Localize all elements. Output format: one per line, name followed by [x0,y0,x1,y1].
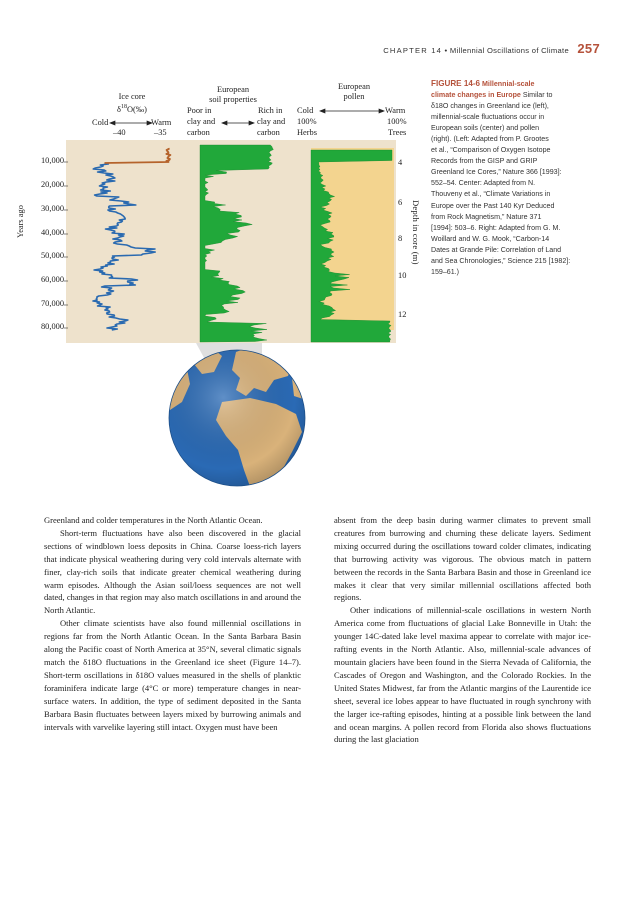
caption-line: European soils (center) and pollen [431,124,540,133]
caption-line: Dates at Grande Pile: Correlation of Land [431,245,562,254]
caption-line: Woillard and W. G. Mook, “Carbon-14 [431,234,550,243]
ice-tick-left: –40 [113,128,126,137]
chapter-label: CHAPTER 14 [383,46,443,55]
caption-line: Europe over the Past 140 Kyr Deduced [431,201,555,210]
body-column-right [334,514,591,746]
body-column-left [44,514,301,733]
y-tick: 30,000 [40,204,64,213]
caption-line: from Rock Magnetism,” Nature 371 [431,212,542,221]
page-number: 257 [577,41,600,56]
y-tick: 40,000 [40,228,64,237]
chapter-title: Millennial Oscillations of Climate [449,46,569,55]
soil-right-c: carbon [257,128,280,137]
caption-line: et al., “Comparison of Oxygen Isotope [431,146,551,155]
soil-title-line1: European [216,85,250,94]
ice-cold-label: Cold [92,118,109,127]
ice-warm-label: Warm [151,118,172,127]
caption-line: Thouveny et al., “Climate Variations in [431,190,551,199]
soil-title-line2: soil properties [209,95,257,105]
pollen-title-line2: pollen [343,92,365,102]
body-paragraph: Other indications of millennial-scale oscillations in western North America come from fluctuations of glacial Lake Bonneville in Utah: the younger 14C-dated lake level maxima appear to correlate with major ice-rafting events in the North Atlantic. Also, millennial-scale advances of mountain glaciers have been found in the Sierra Nevada of California, the Cascades of Oregon and Washington, and the Colorado Rockies. In the United States Midwest, far from the Atlantic margins of the Laurentide ice sheet, several ice lobes appear to have fluctuated in rough synchrony with the larger ice-rafting episodes, hinting at a possible link between the land and ocean margins. A pollen record from Florida also shows fluctuations during the last glaciation [334,605,591,745]
caption-line: and Sea Chronologies,” Science 215 [1982]: [431,256,571,265]
ice-tick-right: –35 [154,128,167,137]
caption-title-part1: Millennial-scale [482,80,535,88]
pollen-left-label: Herbs [297,128,318,137]
pollen-right-pct: 100% [387,117,407,126]
depth-axis-title: Depth in core (m) [411,200,421,265]
caption-line: Greenland Ice Cores,” Nature 366 [1993]: [431,168,562,177]
soil-left-a: Poor in [187,106,212,115]
pollen-right-label: Trees [388,128,407,137]
pollen-title [326,82,382,103]
y-tick: 80,000 [40,322,64,331]
ice-core-title-line1: Ice core [118,92,146,101]
globe [165,340,306,492]
body-paragraph: Short-term fluctuations have also been discovered in the glacial sections of windblown loess deposits in China. Coarse loess-rich layers that indicate physical weathering during very cold intervals alternate with finer, clay-rich soils that indicate greater chemical weathering during warm episodes. Although the Asian soil/loess sequences are not well dated, changes in that region may also match oscillations in and around the North Atlantic. [44,527,301,616]
caption-title-part2: climate changes in Europe [431,91,521,100]
y-tick: 70,000 [40,299,64,308]
soil-right-a: Rich in [258,106,283,115]
pollen-left-pct: 100% [297,117,317,126]
body-paragraph: Greenland and colder temperatures in the North Atlantic Ocean. [44,515,263,525]
soil-left-c: carbon [187,128,210,137]
y-tick: 60,000 [40,275,64,284]
caption-line: 159–61.) [431,267,460,276]
caption-line: 552–54. Center: Adapted from N. [431,179,536,188]
body-paragraph: absent from the deep basin during warmer climates to prevent small creatures from burrowing and churning these delicate layers. Sediment mixing occurred during the oscillations toward colder climates, indicating that burrowing activity was vigorous. The obvious match in pattern between the records in the Santa Barbara Basin and those in Greenland ice makes it clear that very similar millennial oscillations affected both regions. [334,515,591,603]
pollen-title-line1: European [337,82,371,91]
depth-tick: 8 [398,234,403,243]
caption-line: [1994]: 503–6. Right: Adapted from G. M. [431,223,561,232]
soil-left-b: clay and [187,117,216,126]
bullet: • [444,46,448,55]
caption-figure-number: FIGURE 14-6 [431,79,481,88]
caption-line: Records from the GISP and GRIP [431,157,538,166]
caption-line: δ18O changes in Greenland ice (left), [431,102,549,111]
body-paragraph: Other climate scientists have also found millennial oscillations in regions far from the North Atlantic Ocean. In the Santa Barbara Basin along the Pacific coast of North America at 35°N, several climatic signals match the δ18O fluctuations in the Greenland ice sheet (Figure 14–7). Short-term oscillations in δ18O values measured in the shells of planktic foraminifera indicate large (4°C or more) temperature changes in near-surface waters. In addition, the type of sediment deposited in the Santa Barbara Basin fluctuates between layers mixed by burrowing animals and intervals with varvelike layering still intact. Oxygen must have been [44,618,301,732]
y-axis-title: Years ago [16,205,25,238]
pollen-cold-label: Cold [297,106,314,115]
caption-line: millennial-scale fluctuations occur in [431,113,545,122]
soil-right-b: clay and [257,117,286,126]
depth-tick: 12 [398,310,407,319]
caption-first-tail: Similar to [522,91,553,100]
y-tick: 50,000 [40,251,64,260]
pollen-warm-label: Warm [385,106,406,115]
figure-caption [431,78,609,278]
depth-tick: 6 [398,198,403,207]
depth-tick: 4 [398,158,403,167]
ice-core-title-line2: $\delta^{18}O(‰)$ [117,104,147,115]
y-tick: 10,000 [40,156,64,165]
depth-tick: 10 [398,271,407,280]
soil-title [195,85,271,106]
ice-core-title [112,92,152,116]
y-tick: 20,000 [40,180,64,189]
caption-line: (right). (Left: Adapted from P. Grootes [431,135,549,144]
